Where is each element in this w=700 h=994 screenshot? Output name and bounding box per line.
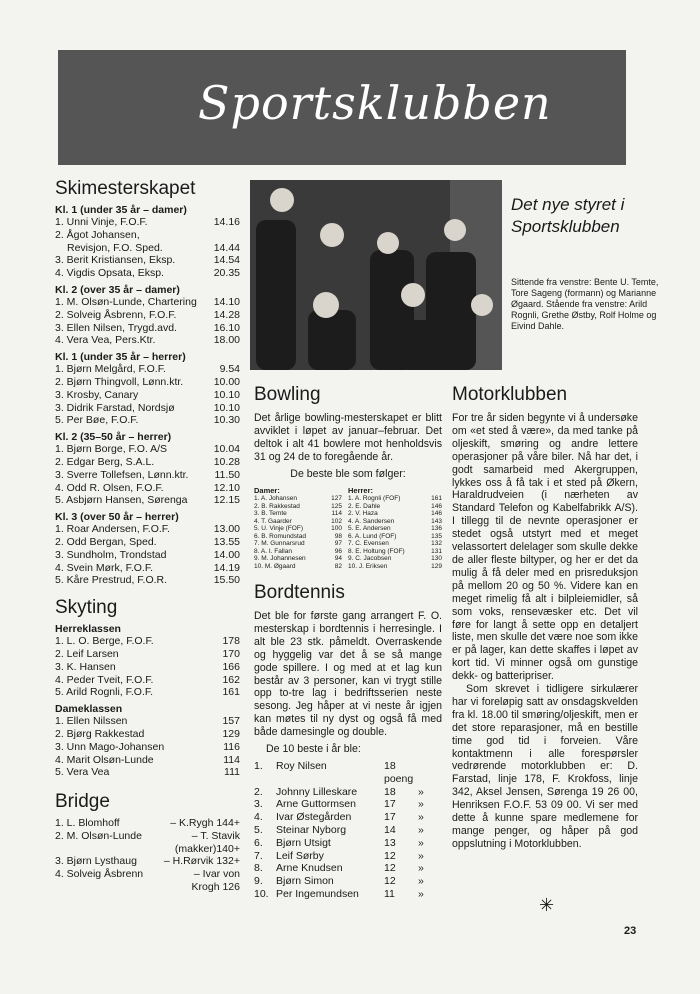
- result-row: [55, 443, 240, 456]
- bordtennis-heading: Bordtennis: [254, 582, 345, 604]
- bordtennis-rank: 3.: [254, 798, 263, 811]
- bowling-row: [254, 555, 342, 563]
- result-row: [55, 523, 240, 536]
- result-value: 16.10: [213, 321, 240, 334]
- result-value: 10.04: [213, 443, 240, 456]
- result-row: [55, 242, 240, 255]
- bowling-row: [348, 563, 442, 571]
- bordtennis-points: 18: [384, 785, 396, 798]
- result-row: [55, 741, 240, 754]
- result-row: [55, 267, 240, 280]
- bowling-score: 131: [431, 547, 442, 555]
- bowling-row: [254, 503, 342, 511]
- result-group-title: Kl. 1 (under 35 år – damer): [55, 204, 187, 216]
- result-row: [55, 216, 240, 229]
- bowling-name: 10. J. Eriksen: [348, 562, 388, 570]
- result-name: 4. Svein Mørk, F.O.F.: [55, 561, 154, 574]
- right-column: [452, 384, 638, 851]
- result-name: 1. Ellen Nilssen: [55, 715, 128, 728]
- bordtennis-unit: »: [418, 887, 424, 900]
- result-row: [55, 334, 240, 347]
- bowling-score: 102: [331, 517, 342, 525]
- result-row: [55, 389, 240, 402]
- bordtennis-unit: »: [418, 836, 424, 849]
- bordtennis-unit: »: [418, 811, 424, 824]
- result-row: [55, 562, 240, 575]
- bordtennis-rank: 7.: [254, 849, 263, 862]
- result-name: 1. L. O. Berge, F.O.F.: [55, 635, 154, 648]
- bowling-text: Det årlige bowling-mesterskapet er blitt avviklet i løpet av januar–februar. Det deltok i alt 41 bowlere mot henholdsvis 31 og 24 de to foregående år.: [254, 412, 442, 463]
- result-name: 4. Odd R. Olsen, F.O.F.: [55, 481, 164, 494]
- bowling-name: 5. U. Vinje (FOF): [254, 525, 304, 533]
- result-name: 3. Krosby, Canary: [55, 388, 139, 401]
- bordtennis-unit: »: [418, 849, 424, 862]
- result-row: [55, 728, 240, 741]
- bordtennis-points: 12: [384, 849, 396, 862]
- bordtennis-text: Det ble for første gang arrangert F. O. mesterskap i bordtennis i herresingle. I alt ble 23 stk. påmeldt. Overraskende og hyggelig var det å se så mange gode spillere. I og med at et lag kun består av 3 personer, kan vi trygt stille opp to-tre lag i bedriftsserien neste sesong. Jeg håper at vi neste år igjen kan møtes til ny dyst og også få med både damesingle og double.: [254, 610, 442, 739]
- result-name: 2. Solveig Åsbrenn, F.O.F.: [55, 308, 177, 321]
- bordtennis-unit: »: [418, 785, 424, 798]
- bordtennis-row: [254, 862, 442, 875]
- result-row: [55, 715, 240, 728]
- result-row: [55, 296, 240, 309]
- ornament-icon: ✳: [539, 895, 555, 915]
- result-row: [55, 469, 240, 482]
- bordtennis-rank: 2.: [254, 785, 263, 798]
- bordtennis-rank: 9.: [254, 875, 263, 888]
- result-name: 2. Odd Bergan, Sped.: [55, 535, 157, 548]
- bridge-score: – T. Stavik: [191, 829, 240, 842]
- bridge-row: [55, 830, 240, 843]
- result-value: 12.15: [213, 494, 240, 507]
- banner-title: Sportsklubben: [198, 76, 552, 130]
- bowling-row: [254, 525, 342, 533]
- bridge-pair: 2. M. Olsøn-Lunde: [55, 829, 142, 842]
- bridge-pair: 3. Bjørn Lysthaug: [55, 855, 137, 868]
- result-row: [55, 309, 240, 322]
- result-row: [55, 754, 240, 767]
- bowling-name: 4. T. Gaarder: [254, 517, 292, 525]
- motor-paragraph-2: Som skrevet i tidligere sirkulærer har vi foreløpig satt av onsdagskvelden fra kl. 18.00 til smøring/oljeskift, men er det store reparasjoner, må en bestille time god tid i forveien. Våre kontaktmenn i alle forespørsler vedrørende motorklubben er: D. Farstad, linje 178, F. Krokfoss, linje 342, Aksel Jensen, Sørenga 19 26 00, Henriksen F.O.F. 53 09 00. Vi ser med dette å kunne spare medlemene for mange penger, og håper på god oppslutning i Motorklubben.: [452, 683, 638, 850]
- result-name: 1. Roar Andersen, F.O.F.: [55, 523, 170, 536]
- bowling-row: [348, 510, 442, 518]
- result-group-title: Dameklassen: [55, 703, 123, 716]
- bowling-row: [254, 533, 342, 541]
- bowling-name: 6. B. Romundstad: [254, 532, 307, 540]
- bowling-row: [348, 533, 442, 541]
- result-name: 1. Bjørn Melgård, F.O.F.: [55, 363, 166, 376]
- bridge-score: Krogh 126: [191, 881, 240, 894]
- result-value: 14.16: [213, 216, 240, 228]
- photo-illustration: [250, 180, 502, 370]
- result-row: [55, 674, 240, 687]
- bordtennis-rank: 6.: [254, 836, 263, 849]
- result-name: 2. Bjørn Thingvoll, Lønn.ktr.: [55, 375, 184, 388]
- result-name: 4. Vera Vea, Pers.Ktr.: [55, 334, 156, 347]
- result-name: 2. Edgar Berg, S.A.L.: [55, 455, 155, 468]
- bowling-row: [348, 540, 442, 548]
- result-group-title: Kl. 3 (over 50 år – herrer): [55, 511, 179, 524]
- bowling-score: 94: [334, 555, 342, 563]
- bowling-row: [254, 518, 342, 526]
- bridge-score: – K.Rygh 144+: [170, 817, 240, 830]
- result-value: 15.50: [213, 574, 240, 587]
- bordtennis-rank: 5.: [254, 823, 263, 836]
- result-row: [55, 229, 240, 242]
- bordtennis-name: Arne Knudsen: [276, 862, 343, 875]
- bowling-score: 98: [334, 532, 342, 540]
- bowling-row: [254, 540, 342, 548]
- bowling-name: 6. A. Lund (FOF): [348, 532, 397, 540]
- bordtennis-unit: »: [418, 875, 424, 888]
- bowling-score: 132: [431, 540, 442, 548]
- bordtennis-name: Per Ingemundsen: [276, 887, 359, 900]
- result-row: [55, 648, 240, 661]
- result-value: 129: [222, 727, 240, 740]
- bowling-score: 97: [334, 540, 342, 548]
- bowling-name: 5. E. Andersen: [348, 525, 391, 533]
- bridge-row: [55, 868, 240, 881]
- result-group-title: Kl. 2 (35–50 år – herrer): [55, 431, 172, 444]
- bordtennis-row: [254, 837, 442, 850]
- result-value: 14.28: [213, 308, 240, 321]
- bowling-name: 1. A. Johansen: [254, 495, 298, 503]
- result-name: 4. Peder Tveit, F.O.F.: [55, 673, 154, 686]
- bordtennis-name: Ivar Østegården: [276, 811, 352, 824]
- bowling-intro: De beste ble som følger:: [290, 467, 406, 480]
- result-value: 166: [222, 660, 240, 673]
- photo-caption-title: Det nye styret i Sportsklubben: [511, 195, 625, 236]
- bowling-row: [348, 495, 442, 503]
- motor-heading: Motorklubben: [452, 384, 568, 405]
- bordtennis-results: [254, 760, 442, 901]
- bordtennis-row: [254, 824, 442, 837]
- result-value: 157: [222, 715, 240, 728]
- result-name: 5. Asbjørn Hansen, Sørenga: [55, 494, 188, 507]
- bowling-herrer-label: Herrer:: [348, 485, 374, 495]
- result-name: 5. Vera Vea: [55, 766, 110, 779]
- bowling-name: 8. E. Holtung (FOF): [348, 547, 405, 555]
- result-value: 12.10: [213, 481, 240, 494]
- result-value: 116: [223, 740, 240, 753]
- result-row: [55, 456, 240, 469]
- result-name: 1. Unni Vinje, F.O.F.: [55, 216, 148, 228]
- bowling-score: 82: [334, 562, 342, 570]
- bordtennis-row: [254, 850, 442, 863]
- result-value: 162: [222, 673, 240, 686]
- result-row: [55, 536, 240, 549]
- bowling-name: 3. B. Temte: [254, 510, 287, 518]
- bowling-heading: Bowling: [254, 384, 321, 405]
- bridge-heading: Bridge: [55, 791, 110, 813]
- result-row: [55, 322, 240, 335]
- bowling-score: 136: [431, 525, 442, 533]
- result-value: 10.28: [213, 455, 240, 468]
- bordtennis-name: Leif Sørby: [276, 849, 324, 862]
- result-value: 10.00: [213, 375, 240, 388]
- bordtennis-unit: »: [418, 823, 424, 836]
- bordtennis-name: Arne Guttormsen: [276, 798, 356, 811]
- result-name: 1. Bjørn Borge, F.O. A/S: [55, 443, 168, 456]
- bowling-row: [348, 555, 442, 563]
- bordtennis-rank: 10.: [254, 887, 269, 900]
- skimester-results: [55, 204, 240, 587]
- result-value: 178: [222, 635, 240, 648]
- bordtennis-points: 13: [384, 836, 396, 849]
- result-value: 14.44: [213, 241, 240, 254]
- result-value: 10.10: [213, 401, 240, 414]
- result-value: 11.50: [214, 468, 240, 481]
- bowling-name: 1. A. Rognli (FOF): [348, 495, 401, 503]
- bordtennis-points: 14: [384, 823, 396, 836]
- result-group-title: Kl. 1 (under 35 år – herrer): [55, 351, 186, 364]
- bridge-results: [55, 817, 240, 894]
- result-name: 3. Unn Mago-Johansen: [55, 740, 165, 753]
- bordtennis-row: [254, 875, 442, 888]
- result-row: [55, 574, 240, 587]
- bowling-damer-label: Damer:: [254, 485, 280, 495]
- result-value: 14.19: [213, 561, 240, 574]
- bordtennis-row: [254, 786, 442, 799]
- bordtennis-unit: »: [418, 798, 424, 811]
- bowling-name: 2. E. Dahle: [348, 502, 381, 510]
- bowling-name: 2. B. Rakkestad: [254, 502, 300, 510]
- bowling-score: 135: [431, 532, 442, 540]
- bordtennis-points: 18 poeng: [384, 760, 414, 785]
- bowling-score: 130: [431, 555, 442, 563]
- bordtennis-intro: De 10 beste i år ble:: [266, 743, 361, 756]
- bordtennis-unit: »: [418, 862, 424, 875]
- result-value: 18.00: [213, 334, 240, 347]
- bordtennis-name: Johnny Lilleskare: [276, 785, 358, 798]
- result-row: [55, 494, 240, 507]
- board-photo: [250, 180, 502, 370]
- bowling-name: 10. M. Øgaard: [254, 562, 296, 570]
- bordtennis-rank: 8.: [254, 862, 263, 875]
- bowling-score: 129: [431, 562, 442, 570]
- bowling-name: 8. A. I. Fallan: [254, 547, 292, 555]
- bordtennis-name: Bjørn Simon: [276, 875, 334, 888]
- result-row: [55, 766, 240, 779]
- result-value: 14.54: [213, 254, 240, 267]
- bordtennis-row: [254, 888, 442, 901]
- result-name: 5. Per Bøe, F.O.F.: [55, 414, 139, 427]
- bridge-score: (makker)140+: [174, 842, 240, 855]
- result-name: 5. Arild Rognli, F.O.F.: [55, 686, 154, 699]
- bowling-score: 114: [331, 510, 342, 518]
- bridge-score: – Ivar von: [193, 868, 240, 881]
- bridge-pair: 4. Solveig Åsbrenn: [55, 868, 144, 881]
- result-value: 10.30: [213, 414, 240, 427]
- bowling-name: 9. M. Johannesen: [254, 555, 306, 563]
- result-name: 3. Didrik Farstad, Nordsjø: [55, 401, 175, 414]
- bowling-score: 161: [431, 495, 442, 503]
- bowling-name: 9. C. Jacobsen: [348, 555, 392, 563]
- bowling-row: [254, 510, 342, 518]
- result-row: [55, 363, 240, 376]
- bowling-score: 146: [431, 510, 442, 518]
- bordtennis-points: 11: [384, 887, 395, 900]
- bowling-row: [254, 495, 342, 503]
- result-value: 10.10: [213, 388, 240, 401]
- skimester-heading: Skimesterskapet: [55, 178, 196, 199]
- result-value: 13.55: [213, 535, 240, 548]
- result-value: 20.35: [213, 267, 240, 280]
- result-name: Revisjon, F.O. Sped.: [67, 241, 163, 254]
- result-name: 2. Bjørg Rakkestad: [55, 727, 145, 740]
- bridge-row: [55, 855, 240, 868]
- bowling-row: [348, 518, 442, 526]
- result-name: 4. Marit Olsøn-Lunde: [55, 753, 154, 766]
- bordtennis-row: [254, 760, 442, 786]
- result-value: 114: [223, 753, 240, 766]
- result-name: 4. Vigdis Opsata, Eksp.: [55, 267, 164, 280]
- result-row: [55, 482, 240, 495]
- result-row: [55, 549, 240, 562]
- result-row: [55, 402, 240, 415]
- bridge-score: – H.Rørvik 132+: [163, 855, 240, 868]
- result-name: 3. Berit Kristiansen, Eksp.: [55, 254, 176, 267]
- bordtennis-unit: [418, 760, 442, 786]
- bowling-name: 7. C. Evensen: [348, 540, 389, 548]
- bowling-table: [254, 487, 442, 571]
- result-row: [55, 635, 240, 648]
- result-name: 2. Leif Larsen: [55, 647, 119, 660]
- bowling-row: [254, 563, 342, 571]
- header-banner: [58, 50, 626, 165]
- result-value: 111: [224, 766, 240, 779]
- bordtennis-row: [254, 811, 442, 824]
- bordtennis-points: 17: [384, 798, 396, 811]
- result-value: 161: [222, 686, 240, 699]
- bridge-pair: 1. L. Blomhoff: [55, 817, 120, 830]
- bowling-score: 146: [431, 502, 442, 510]
- page-number: 23: [624, 925, 637, 937]
- bordtennis-points: 12: [384, 875, 396, 888]
- photo-caption-text: Sittende fra venstre: Bente U. Temte, Tore Sageng (formann) og Marianne Øgaard. Stående fra venstre: Arild Rognli, Grethe Østby, Rolf Holme og Eivind Dahle.: [511, 277, 659, 331]
- bowling-score: 127: [331, 495, 342, 503]
- bordtennis-points: 12: [384, 862, 396, 875]
- bowling-score: 125: [331, 502, 342, 510]
- bowling-score: 96: [334, 547, 342, 555]
- bowling-row: [254, 548, 342, 556]
- result-value: 14.00: [213, 548, 240, 561]
- bridge-row: [55, 817, 240, 830]
- bordtennis-rank: 1.: [254, 760, 263, 772]
- left-column: [55, 178, 240, 894]
- result-name: 1. M. Olsøn-Lunde, Chartering: [55, 295, 197, 308]
- result-row: [55, 376, 240, 389]
- bowling-name: 2. V. Haza: [348, 510, 378, 518]
- result-row: [55, 414, 240, 427]
- result-value: 13.00: [213, 523, 240, 536]
- bordtennis-points: 17: [384, 811, 396, 824]
- bridge-row: [55, 881, 240, 894]
- bordtennis-name: Roy Nilsen: [276, 760, 327, 772]
- result-name: 2. Ågot Johansen,: [55, 228, 140, 241]
- bordtennis-rank: 4.: [254, 811, 263, 824]
- middle-column: [254, 384, 442, 901]
- result-name: 3. Sundholm, Trondstad: [55, 548, 167, 561]
- bowling-name: 7. M. Gunnarsrud: [254, 540, 305, 548]
- bordtennis-name: Bjørn Utsigt: [276, 836, 331, 849]
- bowling-row: [348, 525, 442, 533]
- result-row: [55, 661, 240, 674]
- result-value: 9.54: [219, 363, 240, 376]
- result-name: 5. Kåre Prestrud, F.O.R.: [55, 574, 168, 587]
- bowling-score: 143: [431, 517, 442, 525]
- result-name: 3. K. Hansen: [55, 660, 116, 673]
- skyting-heading: Skyting: [55, 597, 118, 619]
- bowling-row: [348, 548, 442, 556]
- bridge-row: [55, 843, 240, 856]
- result-group-title: Kl. 2 (over 35 år – damer): [55, 283, 180, 296]
- result-group-title: Herreklassen: [55, 623, 121, 636]
- result-value: 170: [222, 647, 240, 660]
- result-row: [55, 254, 240, 267]
- bowling-damer: [254, 487, 342, 571]
- bowling-herrer: [348, 487, 442, 571]
- result-name: 3. Ellen Nilsen, Trygd.avd.: [55, 321, 177, 334]
- motor-paragraph-1: For tre år siden begynte vi å undersøke om «et sted å være», da med tanke på oljeskift, smøring og andre lettere operasjoner på våre biler. Nå har det, i godt samarbeid med Akergruppen, lykkes oss å få tak i et sted på Økern, Haraldrudveien (i nærheten av Standard Telefon og Kabelfabrikk A/S). I tillegg til de nevnte operasjoner er stedet også utstyrt med et meget velassortert delelager som skulle dekke de aller fleste biltyper, og her er det da mulig å få deler med en prisreduksjon på mellom 20 og 50 %. Videre kan en meget rimelig få alt i bilpleiemidler, så som voks, rensevæsker etc. Det vil føre for langt å sette opp en detaljert liste, men skulle det være noe som ikke er på lager, kan dette skaffes i løpet av kort tid. Vi minner også om gunstige dekk- og batteripriser.: [452, 412, 638, 683]
- result-name: 3. Sverre Tollefsen, Lønn.ktr.: [55, 468, 189, 481]
- bowling-score: 100: [331, 525, 342, 533]
- bordtennis-row: [254, 798, 442, 811]
- result-value: 14.10: [213, 295, 240, 308]
- bowling-name: 4. A. Sandersen: [348, 517, 395, 525]
- bowling-row: [348, 503, 442, 511]
- bordtennis-name: Steinar Nyborg: [276, 823, 347, 836]
- skyting-results: [55, 623, 240, 779]
- result-row: [55, 686, 240, 699]
